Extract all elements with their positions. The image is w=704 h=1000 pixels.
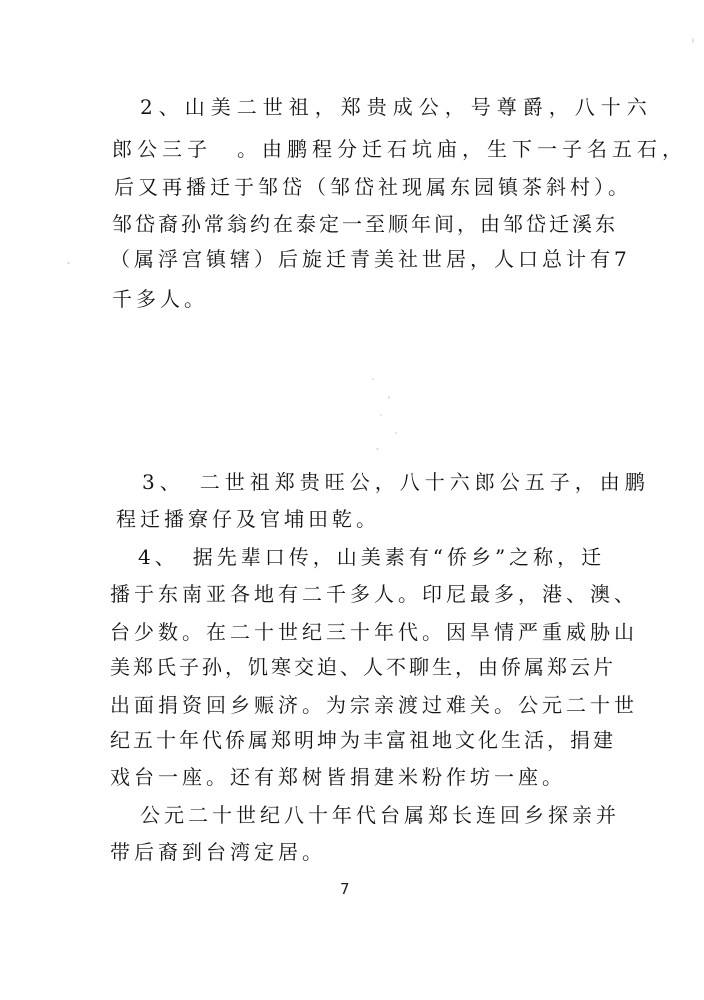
scan-speck [67,262,70,264]
paragraph-4-line-1: 4、 据先辈口传，山美素有“侨乡”之称，迁 [138,545,606,569]
paragraph-2-line-3: 后又再播迁于邹岱（邹岱社现属东园镇茶斜村）。 [114,175,632,199]
paragraph-2-line-5: （属浮宫镇辖）后旋迁青美社世居，人口总计有7 [110,247,631,271]
scan-speck [372,378,374,380]
scan-speck [376,448,379,450]
page-number: 7 [340,880,350,898]
paragraph-2-line-4: 邹岱裔孙常翁约在泰定一至顺年间，由邹岱迁溪东 [112,212,618,236]
paragraph-5-line-2: 带后裔到台湾定居。 [110,840,326,864]
paragraph-3-line-2: 程迁播寮仔及官埔田乾。 [116,507,380,531]
paragraph-2-line-1: 2、山美二世祖，郑贵成公，号尊爵，八十六 [140,95,653,119]
paragraph-2-line-2: 郎公三子 。由鹏程分迁石坑庙，生下一子名五石， [112,137,687,161]
paragraph-4-line-6: 纪五十年代侨属郑明坤为丰富祖地文化生活，捐建 [110,728,616,752]
paragraph-3-line-1: 3、 二世祖郑贵旺公，八十六郎公五子，由鹏 [142,470,650,494]
paragraph-4-line-4: 美郑氏子孙，饥寒交迫、人不聊生，由侨属郑云片 [110,655,616,679]
paragraph-4-line-2: 播于东南亚各地有二千多人。印尼最多，港、澳、 [110,582,638,606]
scan-speck [692,38,694,43]
scan-speck [388,396,390,399]
scan-speck [380,414,382,416]
paragraph-5-line-1: 公元二十世纪八十年代台属郑长连回乡探亲并 [140,803,620,827]
paragraph-4-line-7: 戏台一座。还有郑树皆捐建米粉作坊一座。 [110,765,566,789]
paragraph-2-line-6: 千多人。 [112,287,208,311]
paragraph-4-line-3: 台少数。在二十世纪三十年代。因旱情严重威胁山 [110,620,638,644]
scan-speck [395,432,397,434]
paragraph-4-line-5: 出面捐资回乡赈济。为宗亲渡过难关。公元二十世 [110,693,638,717]
